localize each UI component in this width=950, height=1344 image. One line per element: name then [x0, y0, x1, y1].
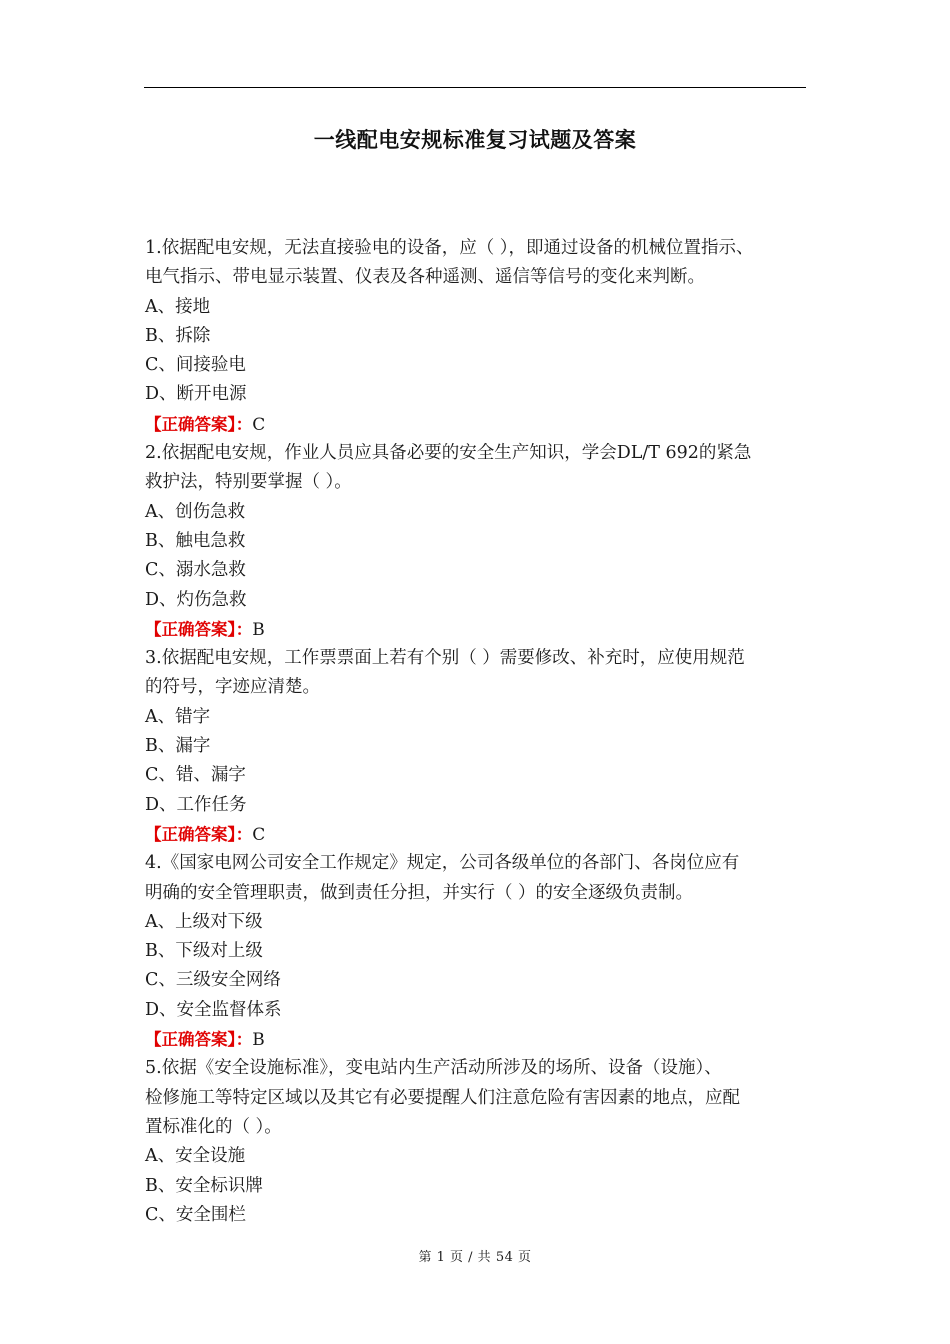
option-a: A、创伤急救 — [145, 501, 246, 522]
option-c: C、安全围栏 — [145, 1204, 246, 1225]
option-a: A、安全设施 — [145, 1146, 246, 1167]
option-c: C、间接验电 — [145, 355, 246, 376]
question-item — [145, 644, 825, 849]
question-item — [145, 1054, 825, 1230]
question-stem-line: 1.依据配电安规，无法直接验电的设备，应（ ），即通过设备的机械位置指示、 — [145, 238, 754, 258]
option-b: B、触电急救 — [145, 530, 246, 551]
answer-value: B — [252, 1030, 265, 1051]
question-stem-line: 2.依据配电安规，作业人员应具备必要的安全生产知识，学会DL/T 692的紧急 — [145, 443, 752, 464]
header-rule — [144, 87, 806, 88]
question-stem-line: 电气指示、带电显示装置、仪表及各种遥测、遥信等信号的变化来判断。 — [145, 267, 705, 288]
answer-label: 【正确答案】： — [145, 619, 253, 639]
option-a: A、上级对下级 — [145, 911, 263, 932]
answer-line — [145, 410, 825, 439]
answer-label: 【正确答案】： — [145, 414, 253, 434]
option-b: B、安全标识牌 — [145, 1175, 263, 1196]
answer-label: 【正确答案】： — [145, 1030, 253, 1050]
question-stem-line: 置标准化的（ ）。 — [145, 1116, 282, 1137]
option-a: A、接地 — [145, 296, 211, 317]
question-item — [145, 439, 825, 644]
option-c: C、三级安全网络 — [145, 970, 281, 991]
option-a: A、错字 — [145, 706, 211, 727]
option-d: D、工作任务 — [145, 794, 247, 815]
option-b: B、下级对上级 — [145, 941, 263, 962]
question-stem-line: 救护法，特别要掌握（ ）。 — [145, 472, 352, 493]
question-stem-line: 4.《国家电网公司安全工作规定》规定，公司各级单位的各部门、各岗位应有 — [145, 853, 740, 874]
question-item — [145, 234, 825, 439]
option-d: D、灼伤急救 — [145, 589, 247, 610]
option-d: D、安全监督体系 — [145, 999, 282, 1020]
question-stem-line: 检修施工等特定区域以及其它有必要提醒人们注意危险有害因素的地点，应配 — [145, 1087, 740, 1108]
answer-value: B — [252, 619, 265, 640]
answer-line — [145, 615, 825, 644]
option-c: C、溺水急救 — [145, 560, 246, 581]
question-stem-line: 的符号，字迹应清楚。 — [145, 677, 320, 698]
answer-value: C — [252, 824, 266, 845]
page-footer: 第 1 页 / 共 54 页 — [418, 1250, 532, 1265]
question-stem-line: 5.依据《安全设施标准》，变电站内生产活动所涉及的场所、设备（设施）、 — [145, 1058, 722, 1079]
answer-line — [145, 1025, 825, 1054]
answer-line — [145, 820, 825, 849]
question-stem-line: 3.依据配电安规，工作票票面上若有个别（ ）需要修改、补充时，应使用规范 — [145, 648, 745, 669]
option-c: C、错、漏字 — [145, 765, 246, 786]
option-b: B、拆除 — [145, 325, 211, 346]
question-stem-line: 明确的安全管理职责，做到责任分担，并实行（ ）的安全逐级负责制。 — [145, 882, 694, 903]
option-b: B、漏字 — [145, 736, 211, 757]
page-title: 一线配电安规标准复习试题及答案 — [313, 128, 637, 152]
option-d: D、断开电源 — [145, 384, 247, 405]
question-item — [145, 849, 825, 1054]
question-list — [145, 234, 825, 1230]
answer-value: C — [252, 414, 266, 435]
answer-label: 【正确答案】： — [145, 824, 253, 844]
